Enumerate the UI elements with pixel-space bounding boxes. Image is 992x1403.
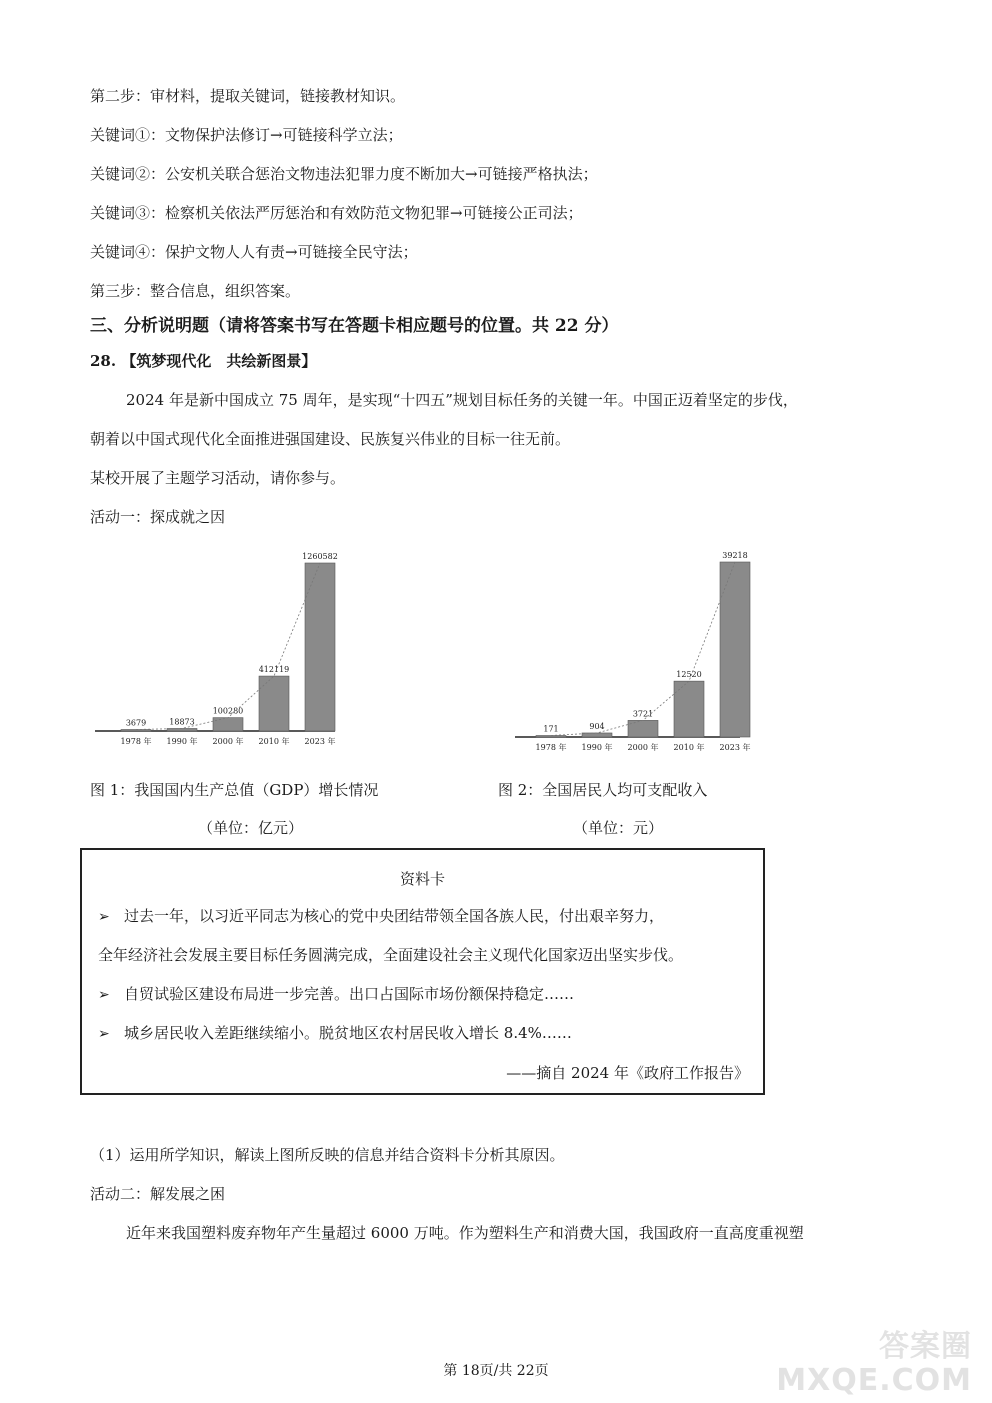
intro-line-3: 某校开展了主题学习活动，请你参与。 — [90, 469, 346, 487]
figure-1-caption: 图 1：我国国内生产总值（GDP）增长情况 — [90, 781, 379, 799]
tick-label-0: 1978 年 — [535, 743, 567, 752]
value-label-1: 18873 — [169, 717, 195, 727]
tick-label-1: 1990 年 — [581, 743, 613, 752]
watermark-line-2: MXQE.COM — [776, 1363, 972, 1398]
card-item-2 — [98, 984, 574, 1005]
card-item-2-text: 自贸试验区建设布局进一步完善。出口占国际市场份额保持稳定…… — [124, 985, 575, 1003]
card-item-1-text: 过去一年，以习近平同志为核心的党中央团结带领全国各族人民，付出艰辛努力， — [124, 907, 665, 925]
arrow-bullet-icon: ➢ — [98, 987, 110, 1003]
card-item-1 — [98, 906, 664, 927]
bar-0 — [536, 736, 566, 738]
income-bar-chart — [510, 545, 750, 755]
bar-1 — [167, 728, 197, 731]
arrow-bullet-icon: ➢ — [98, 1026, 110, 1042]
value-label-3: 412119 — [258, 665, 290, 675]
value-label-4: 1260582 — [302, 552, 338, 561]
value-label-0: 171 — [543, 724, 559, 734]
value-label-3: 12520 — [676, 670, 702, 680]
bar-2 — [213, 718, 243, 731]
value-label-2: 100280 — [212, 706, 244, 716]
bar-3 — [674, 681, 704, 737]
keyword-4: 关键词④：保护文物人人有责→可链接全民守法； — [90, 243, 418, 261]
page-footer: 第 18页/共 22页 — [443, 1363, 549, 1379]
tick-label-4: 2023 年 — [304, 737, 336, 746]
keyword-1: 关键词①：文物保护法修订→可链接科学立法； — [90, 126, 403, 144]
bar-1 — [582, 733, 612, 737]
watermark-line-1: 答案圈 — [879, 1329, 972, 1364]
value-label-4: 39218 — [722, 551, 748, 560]
figure-2-caption: 图 2：全国居民人均可支配收入 — [498, 781, 708, 799]
card-item-1-cont: 全年经济社会发展主要目标任务圆满完成，全面建设社会主义现代化国家迈出坚实步伐。 — [98, 946, 684, 964]
tick-label-3: 2010 年 — [673, 743, 705, 752]
keyword-3: 关键词③：检察机关依法严厉惩治和有效防范文物犯罪→可链接公正司法； — [90, 204, 583, 222]
activity-2-title: 活动二：解发展之困 — [90, 1185, 226, 1203]
tick-label-2: 2000 年 — [212, 737, 244, 746]
intro-line-2: 朝着以中国式现代化全面推进强国建设、民族复兴伟业的目标一往无前。 — [90, 430, 571, 448]
card-source: ——摘自 2024 年《政府工作报告》 — [506, 1064, 749, 1082]
tick-label-4: 2023 年 — [719, 743, 751, 752]
gdp-bar-chart — [95, 552, 345, 755]
figure-2-unit: （单位：元） — [573, 819, 664, 837]
section-heading: 三、分析说明题（请将答案书写在答题卡相应题号的位置。共 22 分） — [90, 316, 619, 336]
step2-text: 第二步：审材料，提取关键词，链接教材知识。 — [90, 87, 406, 105]
sub-question-1: （1）运用所学知识，解读上图所反映的信息并结合资料卡分析其原因。 — [90, 1146, 565, 1164]
activity-2-paragraph: 近年来我国塑料废弃物年产生量超过 6000 万吨。作为塑料生产和消费大国，我国政府一直高度重视塑 — [126, 1224, 804, 1242]
trend-line — [136, 563, 320, 730]
card-title: 资料卡 — [399, 870, 445, 888]
arrow-bullet-icon: ➢ — [98, 909, 110, 925]
bar-3 — [259, 676, 289, 731]
tick-label-1: 1990 年 — [166, 737, 198, 746]
card-item-3-text: 城乡居民收入差距继续缩小。脱贫地区农村居民收入增长 8.4%…… — [124, 1024, 572, 1042]
activity-1-title: 活动一：探成就之因 — [90, 508, 226, 526]
tick-label-2: 2000 年 — [627, 743, 659, 752]
value-label-1: 904 — [589, 721, 605, 731]
step3-text: 第三步：整合信息，组织答案。 — [90, 282, 301, 300]
value-label-0: 3679 — [125, 718, 147, 728]
tick-label-3: 2010 年 — [258, 737, 290, 746]
info-card — [80, 848, 765, 1095]
intro-line-1: 2024 年是新中国成立 75 周年，是实现“十四五”规划目标任务的关键一年。中国正迈着坚定的步伐， — [126, 391, 798, 409]
tick-label-0: 1978 年 — [120, 737, 152, 746]
bar-0 — [121, 730, 151, 732]
figure-1-unit: （单位：亿元） — [198, 819, 304, 837]
bar-2 — [628, 720, 658, 737]
watermark — [776, 1330, 972, 1398]
value-label-2: 3721 — [632, 709, 654, 719]
card-item-3 — [98, 1023, 572, 1044]
keyword-2: 关键词②：公安机关联合惩治文物违法犯罪力度不断加大→可链接严格执法； — [90, 165, 598, 183]
question-28-title: 28. 【筑梦现代化 共绘新图景】 — [90, 352, 317, 370]
bar-4 — [305, 563, 335, 731]
